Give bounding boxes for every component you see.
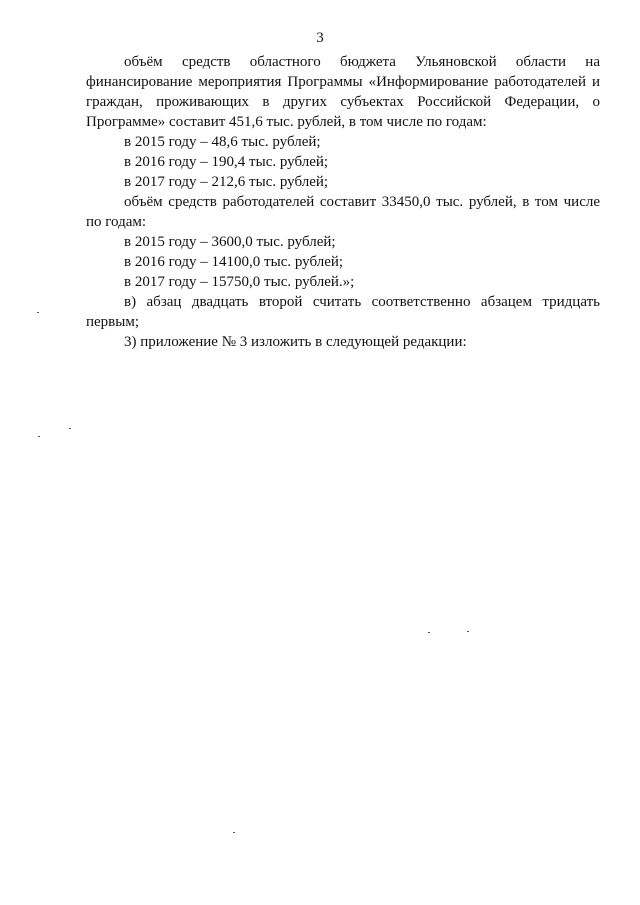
paragraph-regional-budget: объём средств областного бюджета Ульяновской области на финансирование мероприятия Программы «Информирование работодателей и граждан, проживающих в других субъектах Российской Федерации, о Программе» составит 451,6 тыс. рублей, в том числе по годам: [86, 54, 600, 130]
paragraph-appendix-3: 3) приложение № 3 изложить в следующей редакции: [124, 334, 467, 350]
scan-speck [233, 832, 235, 833]
document-body [86, 52, 600, 352]
list-item-2017-employers: в 2017 году – 15750,0 тыс. рублей.»; [124, 274, 355, 290]
scan-speck [69, 428, 71, 429]
list-item-2015-budget: в 2015 году – 48,6 тыс. рублей; [124, 134, 321, 150]
list-item-2017-budget: в 2017 году – 212,6 тыс. рублей; [124, 174, 329, 190]
list-item-2015-employers: в 2015 году – 3600,0 тыс. рублей; [124, 234, 336, 250]
scan-speck [428, 632, 430, 633]
list-item-2016-budget: в 2016 году – 190,4 тыс. рублей; [124, 154, 329, 170]
list-item-2016-employers: в 2016 году – 14100,0 тыс. рублей; [124, 254, 344, 270]
paragraph-renumber-clause: в) абзац двадцать второй считать соответственно абзацем тридцать первым; [86, 294, 600, 330]
scan-speck [38, 436, 40, 437]
paragraph-employers-funds: объём средств работодателей составит 33450,0 тыс. рублей, в том числе по годам: [86, 194, 600, 230]
scan-speck [37, 312, 39, 313]
page-number: 3 [316, 30, 324, 46]
scan-speck [467, 631, 469, 632]
